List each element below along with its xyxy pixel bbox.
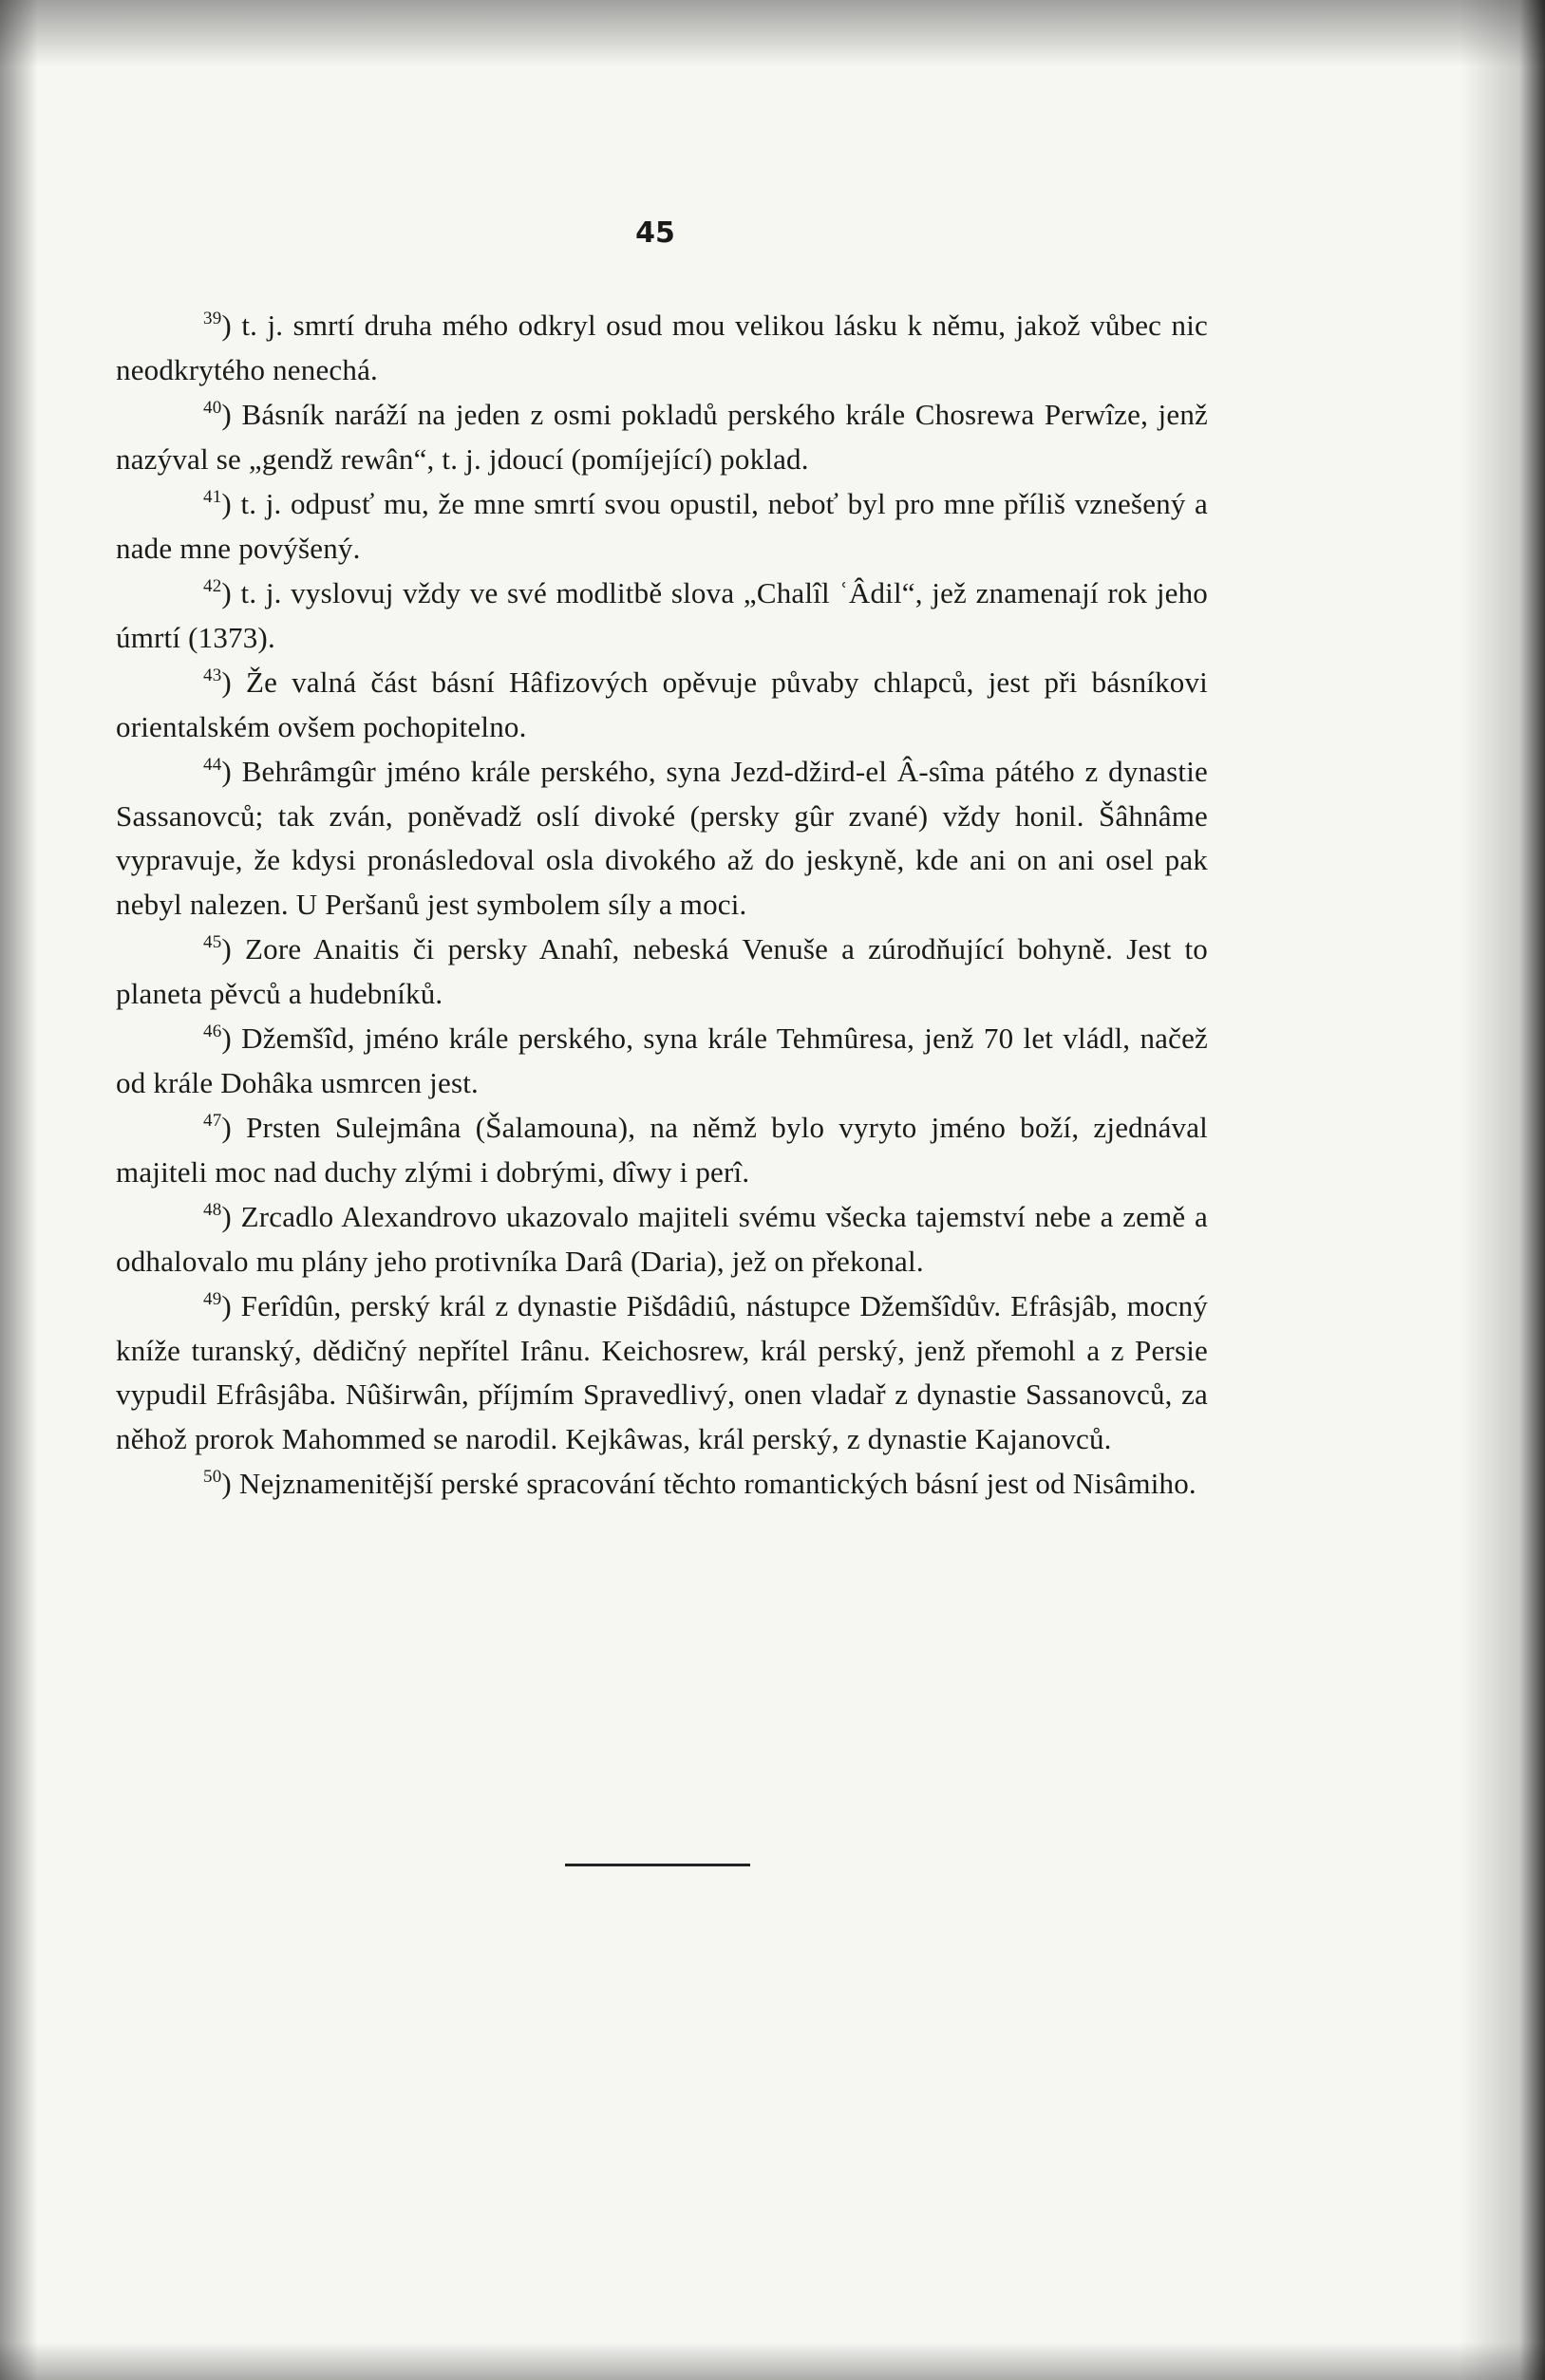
footnote-number: 50 — [203, 1467, 222, 1487]
footnote-text: Ferîdûn, perský král z dynastie Pišdâdiû, nástupce Džemšîdův. Efrâsjâb, mocný kníže turanský, dědičný nepřítel Irânu. Keichosrew, král perský, jenž přemohl a z Persie vypudil Efrâsjâba. Nûširwân, příjmím Spravedlivý, onen vladař z dynastie Sassanovců, za něhož prorok Mahommed se narodil. Kejkâwas, král perský, z dynastie Kajanovců. — [116, 1289, 1208, 1455]
footnote-number: 49 — [203, 1289, 222, 1309]
footnote-number: 43 — [203, 665, 222, 685]
footnote-text: Prsten Sulejmâna (Šalamouna), na němž bylo vyryto jméno boží, zjednával majiteli moc nad duchy zlými i dobrými, dîwy i perî. — [116, 1111, 1208, 1189]
footnote-text: Nejznamenitější perské spracování těchto romantických básní jest od Nisâmiho. — [238, 1467, 1196, 1500]
scan-shadow-right — [1460, 0, 1545, 2380]
footnote: $^{50}$) Nejznamenitější perské spracování těchto romantických básní jest od Nisâmiho. — [203, 1467, 1196, 1500]
footnote-text: t. j. odpusť mu, že mne smrtí svou opustil, neboť byl pro mne příliš vznešený a nade mne povýšený. — [116, 487, 1208, 565]
footnote-number: 44 — [203, 755, 222, 775]
footnote-number: 41 — [203, 487, 222, 507]
footnote: $^{40}$) Básník naráží na jeden z osmi pokladů perského krále Chosrewa Perwîze, jenž nazýval se „gendž rewân“, t. j. jdoucí (pomíjející) poklad. — [116, 398, 1208, 476]
footnote: $^{41}$) t. j. odpusť mu, že mne smrtí svou opustil, neboť byl pro mne příliš vznešený a nade mne povýšený. — [116, 487, 1208, 565]
footnote: $^{44}$) Behrâmgûr jméno krále perského, syna Jezd-džird-el Â-sîma pátého z dynastie Sassanovců; tak zván, poněvadž oslí divoké (persky gûr zvané) vždy honil. Šâhnâme vypravuje, že kdysi pronásledoval osla divokého až do jeskyně, kde ani on ani osel pak nebyl nalezen. U Peršanů jest symbolem síly a moci. — [116, 755, 1208, 921]
footnote: $^{43}$) Že valná část básní Hâfizových opěvuje půvaby chlapců, jest při básníkovi orientalském ovšem pochopitelno. — [116, 665, 1208, 743]
footnote: $^{45}$) Zore Anaitis či persky Anahî, nebeská Venuše a zúrodňující bohyně. Jest to planeta pěvců a hudebníků. — [116, 932, 1208, 1010]
footnote-number: 48 — [203, 1200, 222, 1220]
footnote-number: 39 — [203, 309, 222, 328]
scan-shadow-bottom — [0, 2342, 1545, 2380]
footnote-text: Básník naráží na jeden z osmi pokladů perského krále Chosrewa Perwîze, jenž nazýval se „gendž rewân“, t. j. jdoucí (pomíjející) poklad. — [116, 398, 1208, 476]
end-rule-divider — [565, 1864, 750, 1866]
scan-shadow-left — [0, 0, 38, 2380]
footnote: $^{47}$) Prsten Sulejmâna (Šalamouna), na němž bylo vyryto jméno boží, zjednával majiteli moc nad duchy zlými i dobrými, dîwy i perî. — [116, 1111, 1208, 1189]
footnote: $^{39}$) t. j. smrtí druha mého odkryl osud mou velikou lásku k němu, jakož vůbec nic neodkrytého nenechá. — [116, 309, 1208, 386]
footnote-text: Džemšîd, jméno krále perského, syna krále Tehmûresa, jenž 70 let vládl, načež od krále Dohâka usmrcen jest. — [116, 1021, 1208, 1099]
footnote-text: t. j. smrtí druha mého odkryl osud mou velikou lásku k němu, jakož vůbec nic neodkrytého nenechá. — [116, 309, 1208, 386]
footnote-text: t. j. vyslovuj vždy ve své modlitbě slova „Chalîl ʿÂdil“, jež znamenají rok jeho úmrtí (1373). — [116, 576, 1208, 654]
page-number: 45 — [635, 216, 675, 250]
footnote-number: 40 — [203, 398, 222, 418]
scan-shadow-top — [0, 0, 1545, 66]
footnote-text: Že valná část básní Hâfizových opěvuje půvaby chlapců, jest při básníkovi orientalském ovšem pochopitelno. — [116, 665, 1208, 743]
footnote-text: Behrâmgûr jméno krále perského, syna Jezd-džird-el Â-sîma pátého z dynastie Sassanovců; tak zván, poněvadž oslí divoké (persky gûr zvané) vždy honil. Šâhnâme vypravuje, že kdysi pronásledoval osla divokého až do jeskyně, kde ani on ani osel pak nebyl nalezen. U Peršanů jest symbolem síly a moci. — [116, 755, 1208, 921]
footnote-number: 45 — [203, 932, 222, 952]
footnote: $^{48}$) Zrcadlo Alexandrovo ukazovalo majiteli svému všecka tajemství nebe a země a odhalovalo mu plány jeho protivníka Darâ (Daria), jež on překonal. — [116, 1200, 1208, 1278]
footnote: $^{42}$) t. j. vyslovuj vždy ve své modlitbě slova „Chalîl ʿÂdil“, jež znamenají rok jeho úmrtí (1373). — [116, 576, 1208, 654]
footnotes — [116, 304, 1208, 1508]
footnote-text: Zore Anaitis či persky Anahî, nebeská Venuše a zúrodňující bohyně. Jest to planeta pěvců a hudebníků. — [116, 932, 1208, 1010]
footnote-text: Zrcadlo Alexandrovo ukazovalo majiteli svému všecka tajemství nebe a země a odhalovalo mu plány jeho protivníka Darâ (Daria), jež on překonal. — [116, 1200, 1208, 1278]
footnote-number: 42 — [203, 576, 222, 596]
footnote-number: 47 — [203, 1111, 222, 1131]
footnote: $^{49}$) Ferîdûn, perský král z dynastie Pišdâdiû, nástupce Džemšîdův. Efrâsjâb, mocný kníže turanský, dědičný nepřítel Irânu. Keichosrew, král perský, jenž přemohl a z Persie vypudil Efrâsjâba. Nûširwân, příjmím Spravedlivý, onen vladař z dynastie Sassanovců, za něhož prorok Mahommed se narodil. Kejkâwas, král perský, z dynastie Kajanovců. — [116, 1289, 1208, 1455]
footnote-number: 46 — [203, 1021, 222, 1041]
footnote: $^{46}$) Džemšîd, jméno krále perského, syna krále Tehmûresa, jenž 70 let vládl, načež od krále Dohâka usmrcen jest. — [116, 1021, 1208, 1099]
